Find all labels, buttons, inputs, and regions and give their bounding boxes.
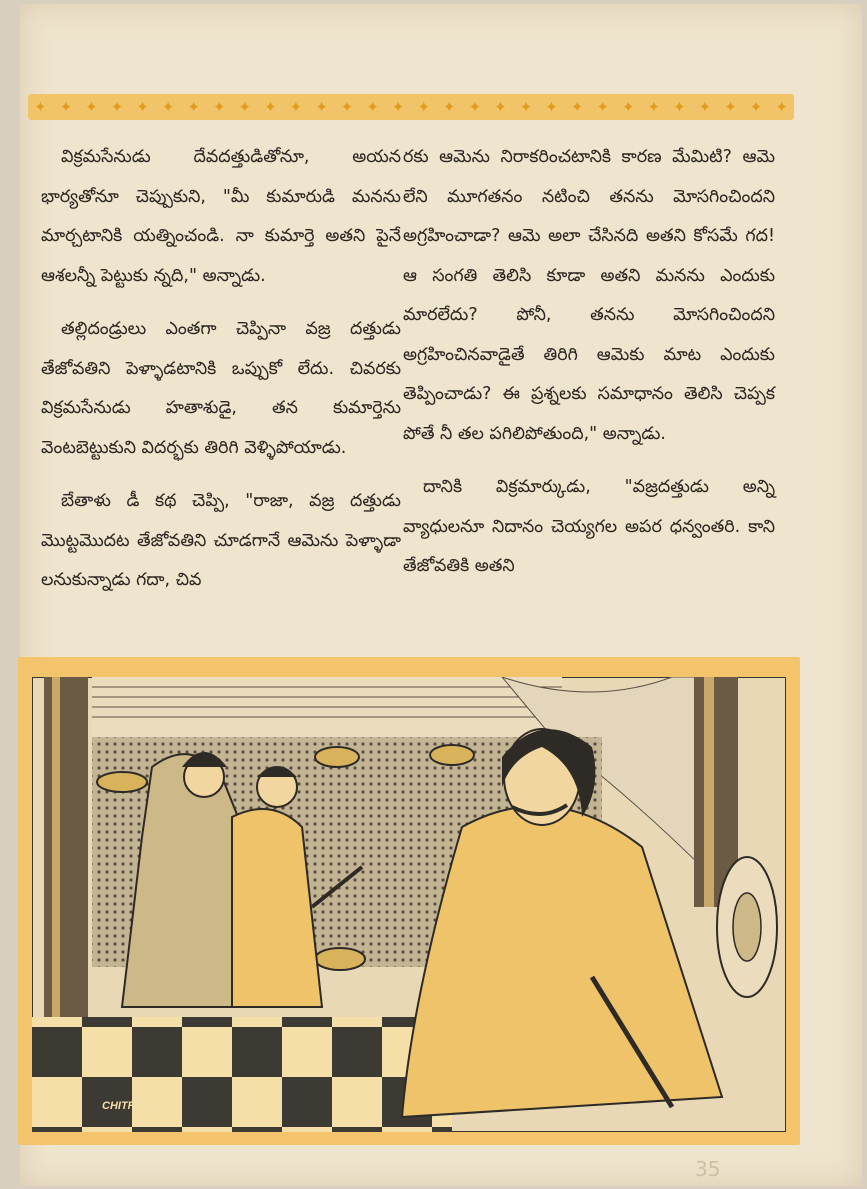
paragraph: విక్రమసేనుడు దేవదత్తుడితోనూ, అయన భార్యతోనూ చెప్పుకుని, "మీ కుమారుడి మనను మార్చటానికి యత్నించండి. నా కుమార్తె అతని పైనే ఆశలన్నీ పెట్టుకు న్నది," అన్నాడు. — [41, 147, 401, 286]
page-number: 35 — [695, 1157, 721, 1181]
illustration-artwork — [32, 677, 786, 1132]
decorative-border: ✦ ✦ ✦ ✦ ✦ ✦ ✦ ✦ ✦ ✦ ✦ ✦ ✦ ✦ ✦ ✦ ✦ ✦ ✦ ✦ ✦ ✦ ✦ ✦ ✦ ✦ ✦ ✦ ✦ ✦ — [28, 94, 794, 120]
text-column-left — [41, 138, 401, 615]
paragraph: రకు ఆమెను నిరాకరించటానికి కారణ మేమిటి? ఆమె లేని మూగతనం నటించి తనను మోసగించిందని అగ్రహించాడా? ఆమె అలా చేసినది అతని కోసమే గద! ఆ సంగతి తెలిసి కూడా అతని మనను ఎందుకు మారలేదు? పోనీ, తనను మోసగించిందని అగ్రహించినవాడైతే తిరిగి ఆమెకు మాట ఎందుకు తెప్పించాడు? ఈ ప్రశ్నలకు సమాధానం తెలిసి చెప్పక పోతే నీ తల పగిలిపోతుంది," అన్నాడు. — [403, 147, 775, 444]
text-column-right — [403, 138, 775, 601]
paragraph: దానికి విక్రమార్కుడు, "వజ్రదత్తుడు అన్ని వ్యాధులనూ నిదానం చెయ్యగల అపర ధన్వంతరి. కాని తేజోవతికి అతని — [403, 477, 775, 576]
artist-signature: CHITRA — [102, 1100, 144, 1112]
paragraph: బేతాళు డీ కథ చెప్పి, "రాజా, వజ్ర దత్తుడు మొట్టమొదట తేజోవతిని చూడగానే ఆమెను పెళ్ళాడా లనుకున్నాడు గదా, చివ — [41, 491, 401, 590]
story-illustration — [18, 657, 800, 1145]
paragraph: తల్లిదండ్రులు ఎంతగా చెప్పినా వజ్ర దత్తుడు తేజోవతిని పెళ్ళాడటానికి ఒప్పుకో లేదు. చివరకు విక్రమసేనుడు హతాశుడై, తన కుమార్తెను వెంటబెట్టుకుని విదర్భకు తిరిగి వెళ్ళిపోయాడు. — [41, 319, 401, 458]
